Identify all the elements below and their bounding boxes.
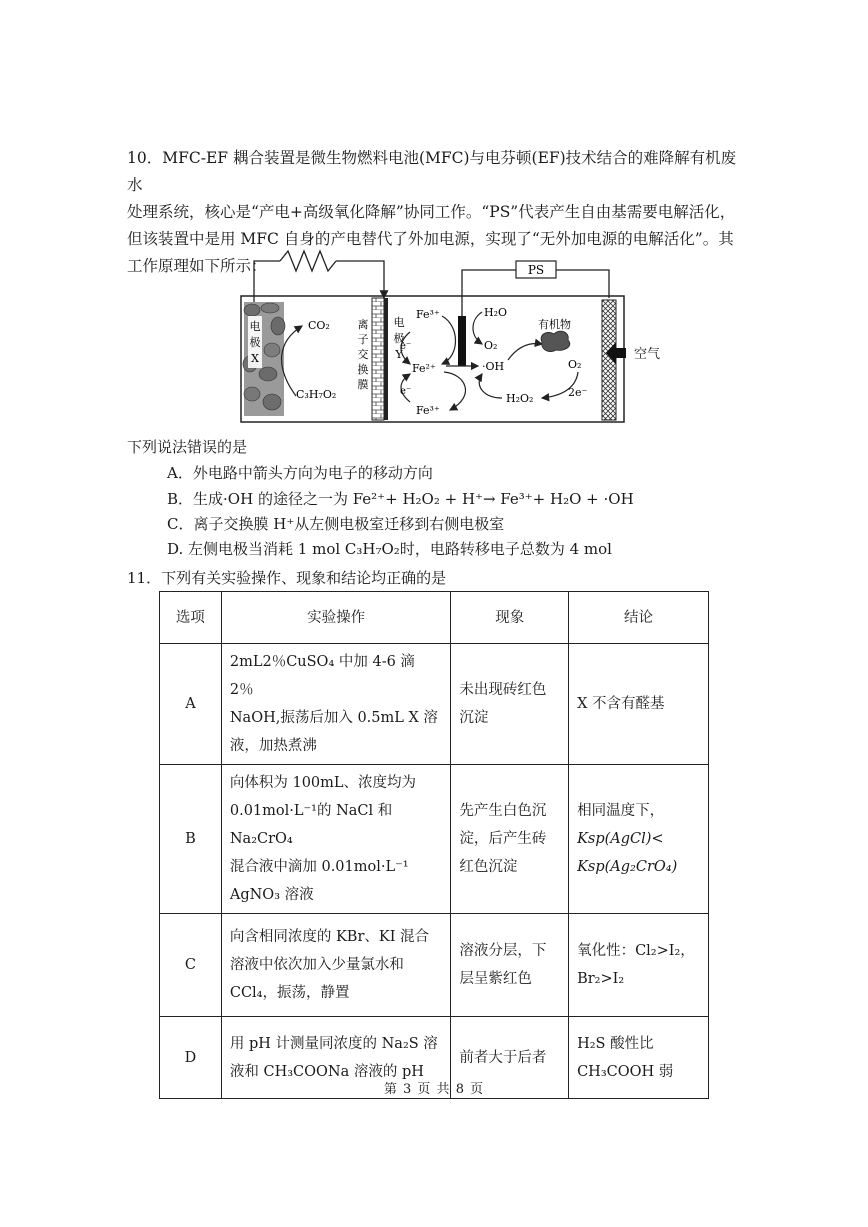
table-row [160, 644, 709, 765]
cell-line: 层呈紫红色 [459, 971, 532, 987]
membrane-char: 离 [357, 318, 369, 331]
cell-line: 先产生白色沉 [459, 803, 547, 819]
ion-exchange-membrane [372, 298, 384, 420]
q10-stem: 下列说法错误的是 [127, 438, 248, 456]
cell-line: 液和 CH₃COONa 溶液的 pH [229, 1063, 424, 1080]
air-label: 空气 [634, 347, 661, 362]
row-option: D [160, 1017, 222, 1099]
header-phenomenon: 现象 [451, 592, 569, 644]
cell-line: 混合液中滴加 0.01mol·L⁻¹ [229, 859, 409, 875]
cell-line: 未出现砖红色 [459, 682, 547, 698]
o2-label-2: O₂ [568, 358, 582, 371]
cell-line: Ksp(Ag₂CrO₄) [577, 859, 678, 875]
o2-label: O₂ [484, 339, 498, 352]
two-e-label: 2e⁻ [568, 386, 588, 399]
q10-option-b: B．生成·OH 的途径之一为 Fe²⁺+ H₂O₂ + H⁺→ Fe³⁺+ H₂O + ·OH [167, 490, 634, 508]
cell-line: CH₃COOH 弱 [577, 1063, 674, 1080]
row-phenomenon [451, 644, 569, 765]
cell-line: 溶液中依次加入少量氯水和 [229, 957, 404, 973]
q10-option-c: C．离子交换膜 H⁺从左侧电极室迁移到右侧电极室 [167, 515, 505, 533]
cell-line: 红色沉淀 [459, 859, 518, 875]
q10-option-d: D. 左侧电极当消耗 1 mol C₃H₇O₂时，电路转移电子总数为 4 mol [167, 540, 612, 558]
row-operation [221, 914, 451, 1017]
cell-line: 沉淀 [459, 710, 489, 726]
q10-line: 处理系统，核心是“产电+高级氧化降解”协同工作。“PS”代表产生自由基需要电解活化， [127, 203, 736, 221]
cell-line: 相同温度下， [577, 803, 665, 819]
q10-line: 工作原理如下所示： [127, 257, 267, 275]
electrode-y-char: Y [395, 348, 403, 361]
electrode-y [384, 298, 388, 420]
row-conclusion [569, 765, 709, 914]
cell-line: 溶液分层，下 [459, 943, 547, 959]
cell-line: 前者大于后者 [459, 1049, 547, 1066]
cell-line: 氧化性：Cl₂>I₂， [577, 943, 695, 959]
h2o2-label: H₂O₂ [506, 392, 534, 405]
table-row [160, 914, 709, 1017]
membrane-char: 交 [357, 348, 369, 361]
cell-line: 向体积为 100mL、浓度均为 [229, 775, 417, 791]
row-conclusion [569, 644, 709, 765]
cell-line: 2mL2％CuSO₄ 中加 4-6 滴 2％ [229, 654, 415, 698]
electrode-x-char: 极 [249, 336, 261, 349]
fe3-label: Fe³⁺ [416, 308, 440, 321]
ps-label: PS [527, 263, 545, 277]
cell-line: NaOH,振荡后加入 0.5mL X 溶 [229, 710, 438, 726]
table-row [160, 765, 709, 914]
row-phenomenon [451, 765, 569, 914]
organic-label: 有机物 [538, 318, 571, 331]
fe3-label-2: Fe³⁺ [416, 404, 440, 417]
header-conclusion: 结论 [569, 592, 709, 644]
organic-matter-blob [541, 331, 570, 351]
row-phenomenon [451, 914, 569, 1017]
q10-option-a: A．外电路中箭头方向为电子的移动方向 [167, 464, 433, 482]
cell-line: 液，加热煮沸 [229, 738, 317, 754]
h2o-label: H₂O [484, 306, 508, 319]
page-footer: 第 3 页 共 8 页 [383, 1082, 485, 1097]
cell-line: 淀，后产生砖 [459, 831, 547, 847]
header-operation: 实验操作 [221, 592, 451, 644]
oh-label: ·OH [482, 360, 505, 373]
header-option: 选项 [160, 592, 222, 644]
c3h7o2-label: C₃H₇O₂ [296, 388, 337, 401]
q11-table [159, 591, 709, 1099]
q10-line: 10．MFC-EF 耦合装置是微生物燃料电池(MFC)与电芬顿(EF)技术结合的难降解有机废水 [127, 149, 737, 194]
row-operation [221, 644, 451, 765]
cell-line: X 不含有醛基 [577, 696, 665, 712]
membrane-char: 换 [357, 363, 369, 376]
electrode-x-char: X [251, 352, 259, 365]
cell-line: 0.01mol·L⁻¹的 NaCl 和 Na₂CrO₄ [229, 803, 393, 847]
q11-stem: 11．下列有关实验操作、现象和结论均正确的是 [127, 569, 447, 587]
cell-line: CCl₄，振荡，静置 [229, 985, 350, 1001]
mfc-ef-diagram [238, 246, 638, 426]
electrode-x-char: 电 [249, 320, 261, 333]
electrode-y-char: 极 [393, 332, 405, 345]
cell-line: 向含相同浓度的 KBr、KI 混合 [229, 929, 430, 945]
ps-electrode [458, 316, 466, 366]
cell-line: 用 pH 计测量同浓度的 Na₂S 溶 [229, 1035, 438, 1052]
resistor [280, 251, 336, 271]
cell-line: Ksp(AgCl)< [577, 831, 664, 847]
cell-line: AgNO₃ 溶液 [229, 887, 314, 903]
table-header-row [160, 592, 709, 644]
cell-line: H₂S 酸性比 [577, 1035, 654, 1052]
row-conclusion [569, 914, 709, 1017]
e-minus-label: e⁻ [400, 341, 412, 352]
fe2-label: Fe²⁺ [412, 362, 436, 375]
co2-label: CO₂ [308, 319, 330, 332]
membrane-char: 膜 [357, 378, 369, 391]
membrane-char: 子 [357, 333, 369, 346]
q10-line: 但该装置中是用 MFC 自身的产电替代了外加电源，实现了“无外加电源的电解活化”。其 [127, 230, 734, 248]
e-minus-label-2: e⁻ [400, 386, 412, 397]
row-operation [221, 765, 451, 914]
row-option: A [160, 644, 222, 765]
row-option: C [160, 914, 222, 1017]
cell-line: Br₂>I₂ [577, 971, 625, 987]
row-option: B [160, 765, 222, 914]
electrode-y-char: 电 [393, 316, 405, 329]
